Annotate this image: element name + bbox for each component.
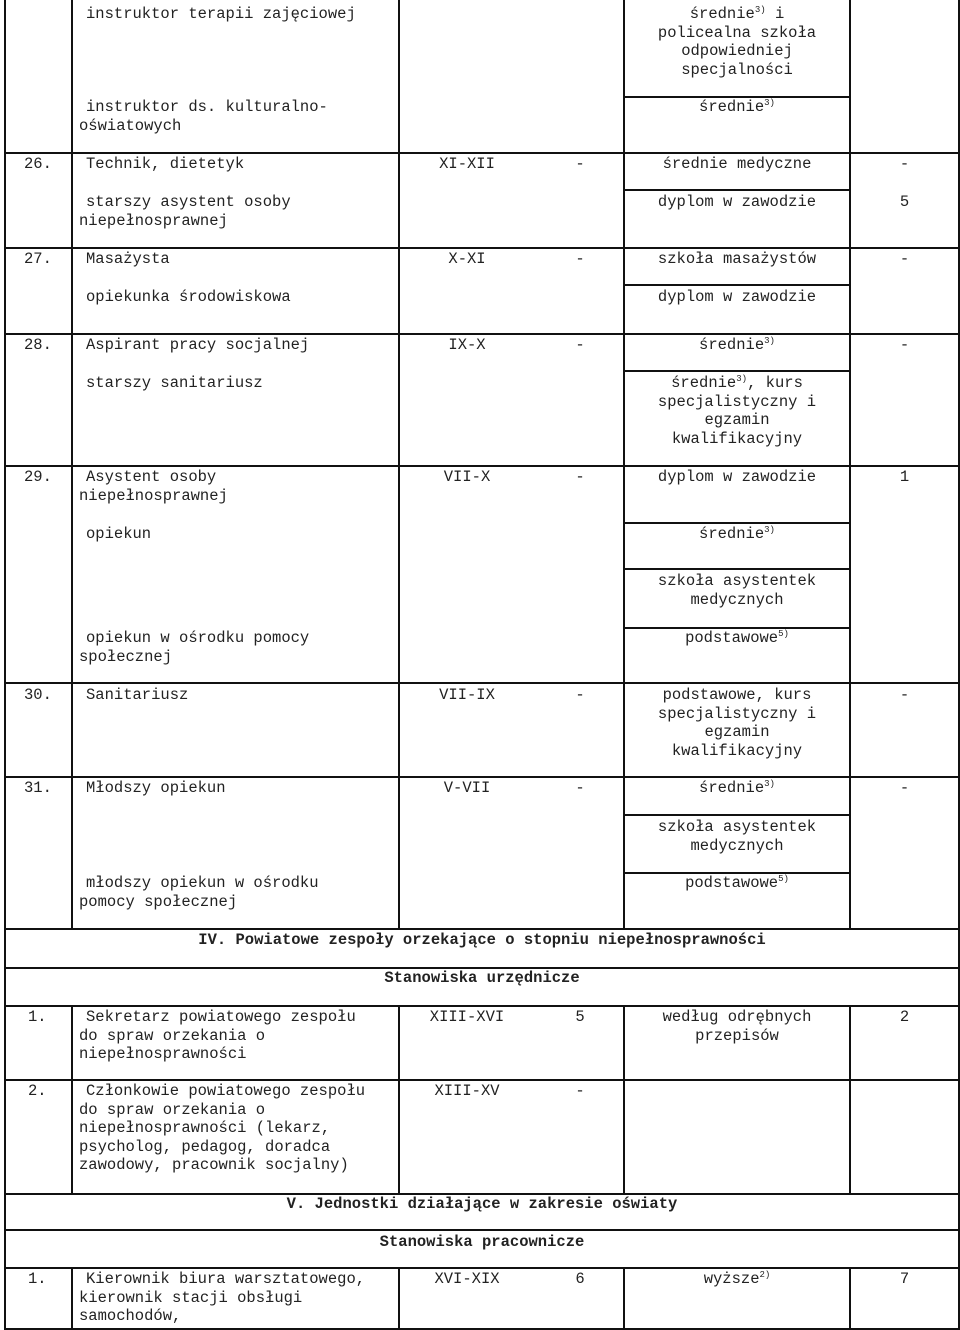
min-value: - [575, 336, 585, 354]
education-requirement: średnie$^{3)}$ [699, 525, 775, 543]
education-requirement: średnie$^{3)}$ [699, 336, 775, 354]
row-number: 29. [24, 468, 52, 486]
category-range: IX-X [448, 336, 486, 354]
category-range: XIII-XVI [429, 1008, 505, 1026]
education-requirement: podstawowe$^{5)}$ [685, 629, 789, 647]
position-name: starszy asystent osoby niepełnosprawnej [79, 193, 291, 230]
category-range: XVI-XIX [434, 1270, 500, 1288]
education-requirement: według odrębnych przepisów [662, 1008, 812, 1045]
min-value: - [575, 779, 585, 797]
section-title: IV. Powiatowe zespoły orzekające o stopniu niepełnosprawności [198, 931, 766, 949]
min-value: - [575, 468, 585, 486]
row-number: 2. [28, 1082, 47, 1100]
position-name: opiekun w ośrodku pomocy społecznej [79, 629, 310, 666]
section-subtitle: Stanowiska urzędnicze [384, 969, 580, 987]
education-requirement: średnie medyczne [662, 155, 812, 173]
row-number: 27. [24, 250, 52, 268]
min-value: - [575, 686, 585, 704]
education-requirement: podstawowe$^{5)}$ [685, 874, 789, 892]
education-requirement: średnie$^{3)}$ i policealna szkoła odpowiedniej specjalności [657, 5, 817, 79]
position-name: Masażysta [86, 250, 170, 268]
category-range: VII-IX [439, 686, 495, 704]
education-requirement: dyplom w zawodzie [657, 193, 817, 211]
min-value: 5 [575, 1008, 585, 1026]
category-range: V-VII [443, 779, 491, 797]
last-column-value: 7 [899, 1270, 910, 1288]
min-value: - [575, 155, 585, 173]
position-name: starszy sanitariusz [86, 374, 263, 392]
education-requirement: szkoła asystentek medycznych [657, 818, 817, 855]
position-name: Sanitariusz [86, 686, 189, 704]
row-number: 31. [24, 779, 52, 797]
last-column-value: - [899, 155, 910, 173]
row-number: 1. [28, 1270, 47, 1288]
position-name: instruktor ds. kulturalno- oświatowych [79, 98, 328, 135]
position-name: Sekretarz powiatowego zespołu do spraw orzekania o niepełnosprawności [79, 1008, 356, 1064]
position-name: Członkowie powiatowego zespołu do spraw orzekania o niepełnosprawności (lekarz, psycholog, pedagog, doradca zawodowy, pracownik socjalny) [79, 1082, 366, 1175]
last-column-value: 1 [899, 468, 910, 486]
section-title: V. Jednostki działające w zakresie oświaty [286, 1195, 678, 1213]
education-requirement: średnie$^{3)}$ [699, 98, 775, 116]
category-range: XIII-XV [434, 1082, 500, 1100]
row-number: 1. [28, 1008, 47, 1026]
category-range: VII-X [443, 468, 491, 486]
min-value: - [575, 1082, 585, 1100]
education-requirement: szkoła masażystów [657, 250, 817, 268]
education-requirement: dyplom w zawodzie [657, 468, 817, 486]
last-column-value: - [899, 336, 910, 354]
position-name: Asystent osoby niepełnosprawnej [79, 468, 228, 505]
position-name: Kierownik biura warsztatowego, kierownik stacji obsługi samochodów, [79, 1270, 366, 1326]
position-name: opiekunka środowiskowa [86, 288, 291, 306]
education-requirement: dyplom w zawodzie [657, 288, 817, 306]
category-range: XI-XII [439, 155, 495, 173]
min-value: - [575, 250, 585, 268]
category-range: X-XI [448, 250, 486, 268]
last-column-value: 2 [899, 1008, 910, 1026]
position-name: instruktor terapii zajęciowej [86, 5, 356, 23]
position-name: opiekun [86, 525, 152, 543]
section-subtitle: Stanowiska pracownicze [379, 1233, 585, 1251]
last-column-value: - [899, 250, 910, 268]
last-column-value: - [899, 779, 910, 797]
position-name: Aspirant pracy socjalnej [86, 336, 310, 354]
row-number: 28. [24, 336, 52, 354]
position-name: młodszy opiekun w ośrodku pomocy społecznej [79, 874, 319, 911]
last-column-value: - [899, 686, 910, 704]
education-requirement: średnie$^{3)}$, kurs specjalistyczny i egzamin kwalifikacyjny [657, 374, 817, 448]
row-number: 26. [24, 155, 52, 173]
education-requirement: średnie$^{3)}$ [699, 779, 775, 797]
education-requirement: szkoła asystentek medycznych [657, 572, 817, 609]
education-requirement: wyższe$^{2)}$ [703, 1270, 771, 1288]
row-number: 30. [24, 686, 52, 704]
education-requirement: podstawowe, kurs specjalistyczny i egzamin kwalifikacyjny [657, 686, 817, 760]
position-name: Technik, dietetyk [86, 155, 245, 173]
min-value: 6 [575, 1270, 585, 1288]
last-column-value: 5 [899, 193, 910, 211]
position-name: Młodszy opiekun [86, 779, 226, 797]
